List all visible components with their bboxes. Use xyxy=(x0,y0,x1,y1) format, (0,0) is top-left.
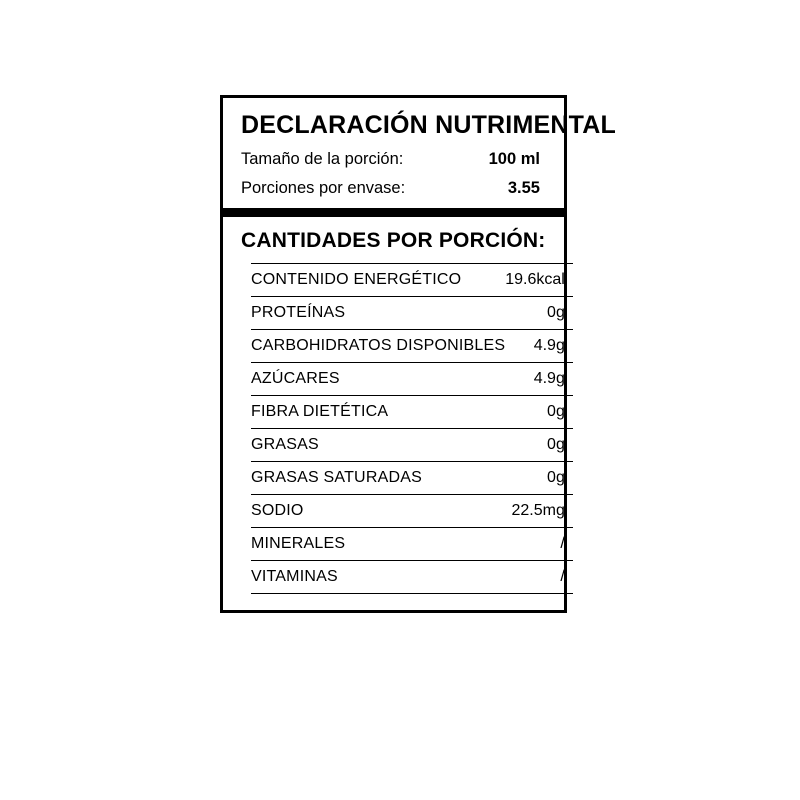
nutrient-value: 4.9g xyxy=(533,336,565,354)
nutrient-value: / xyxy=(560,567,565,585)
table-row xyxy=(251,395,573,428)
nutrient-name: PROTEÍNAS xyxy=(251,303,346,321)
nutrient-name: FIBRA DIETÉTICA xyxy=(251,402,389,420)
nutrient-value: 0g xyxy=(547,402,565,420)
servings-per-container-value: 3.55 xyxy=(507,178,540,197)
nutrient-name: CONTENIDO ENERGÉTICO xyxy=(251,270,462,288)
table-row xyxy=(251,494,573,527)
table-row xyxy=(251,296,573,329)
nutrient-name: SODIO xyxy=(251,501,304,519)
nutrition-facts-label xyxy=(220,95,616,613)
nutrient-name: VITAMINAS xyxy=(251,567,338,585)
table-row xyxy=(251,560,573,593)
serving-size-row xyxy=(241,150,546,169)
amounts-per-serving-section xyxy=(223,217,564,610)
amounts-heading: CANTIDADES POR PORCIÓN: xyxy=(241,228,546,252)
nutrient-table-body xyxy=(251,263,573,593)
nutrient-name: AZÚCARES xyxy=(251,369,340,387)
nutrient-value: 0g xyxy=(547,303,565,321)
table-row xyxy=(251,461,573,494)
table-row xyxy=(251,362,573,395)
nutrient-name: MINERALES xyxy=(251,534,346,552)
nutrient-value: 19.6kcal xyxy=(505,270,565,288)
servings-per-container-label: Porciones por envase: xyxy=(241,178,406,197)
nutrient-value: / xyxy=(560,534,565,552)
label-header xyxy=(223,98,616,208)
nutrient-name: CARBOHIDRATOS DISPONIBLES xyxy=(251,336,506,354)
section-divider xyxy=(223,208,564,217)
table-row xyxy=(251,428,573,461)
table-row xyxy=(251,527,573,560)
nutrient-value: 4.9g xyxy=(533,369,565,387)
servings-per-container-row xyxy=(241,179,546,198)
serving-size-label: Tamaño de la porción: xyxy=(241,149,404,168)
nutrient-value: 0g xyxy=(547,435,565,453)
nutrient-name: GRASAS xyxy=(251,435,319,453)
table-row xyxy=(251,263,573,296)
serving-size-value: 100 ml xyxy=(488,149,540,168)
nutrient-value: 22.5mg xyxy=(511,501,565,519)
page-title: DECLARACIÓN NUTRIMENTAL xyxy=(241,111,616,139)
nutrient-value: 0g xyxy=(547,468,565,486)
table-row xyxy=(251,329,573,362)
nutrient-name: GRASAS SATURADAS xyxy=(251,468,422,486)
nutrient-table xyxy=(251,263,573,594)
